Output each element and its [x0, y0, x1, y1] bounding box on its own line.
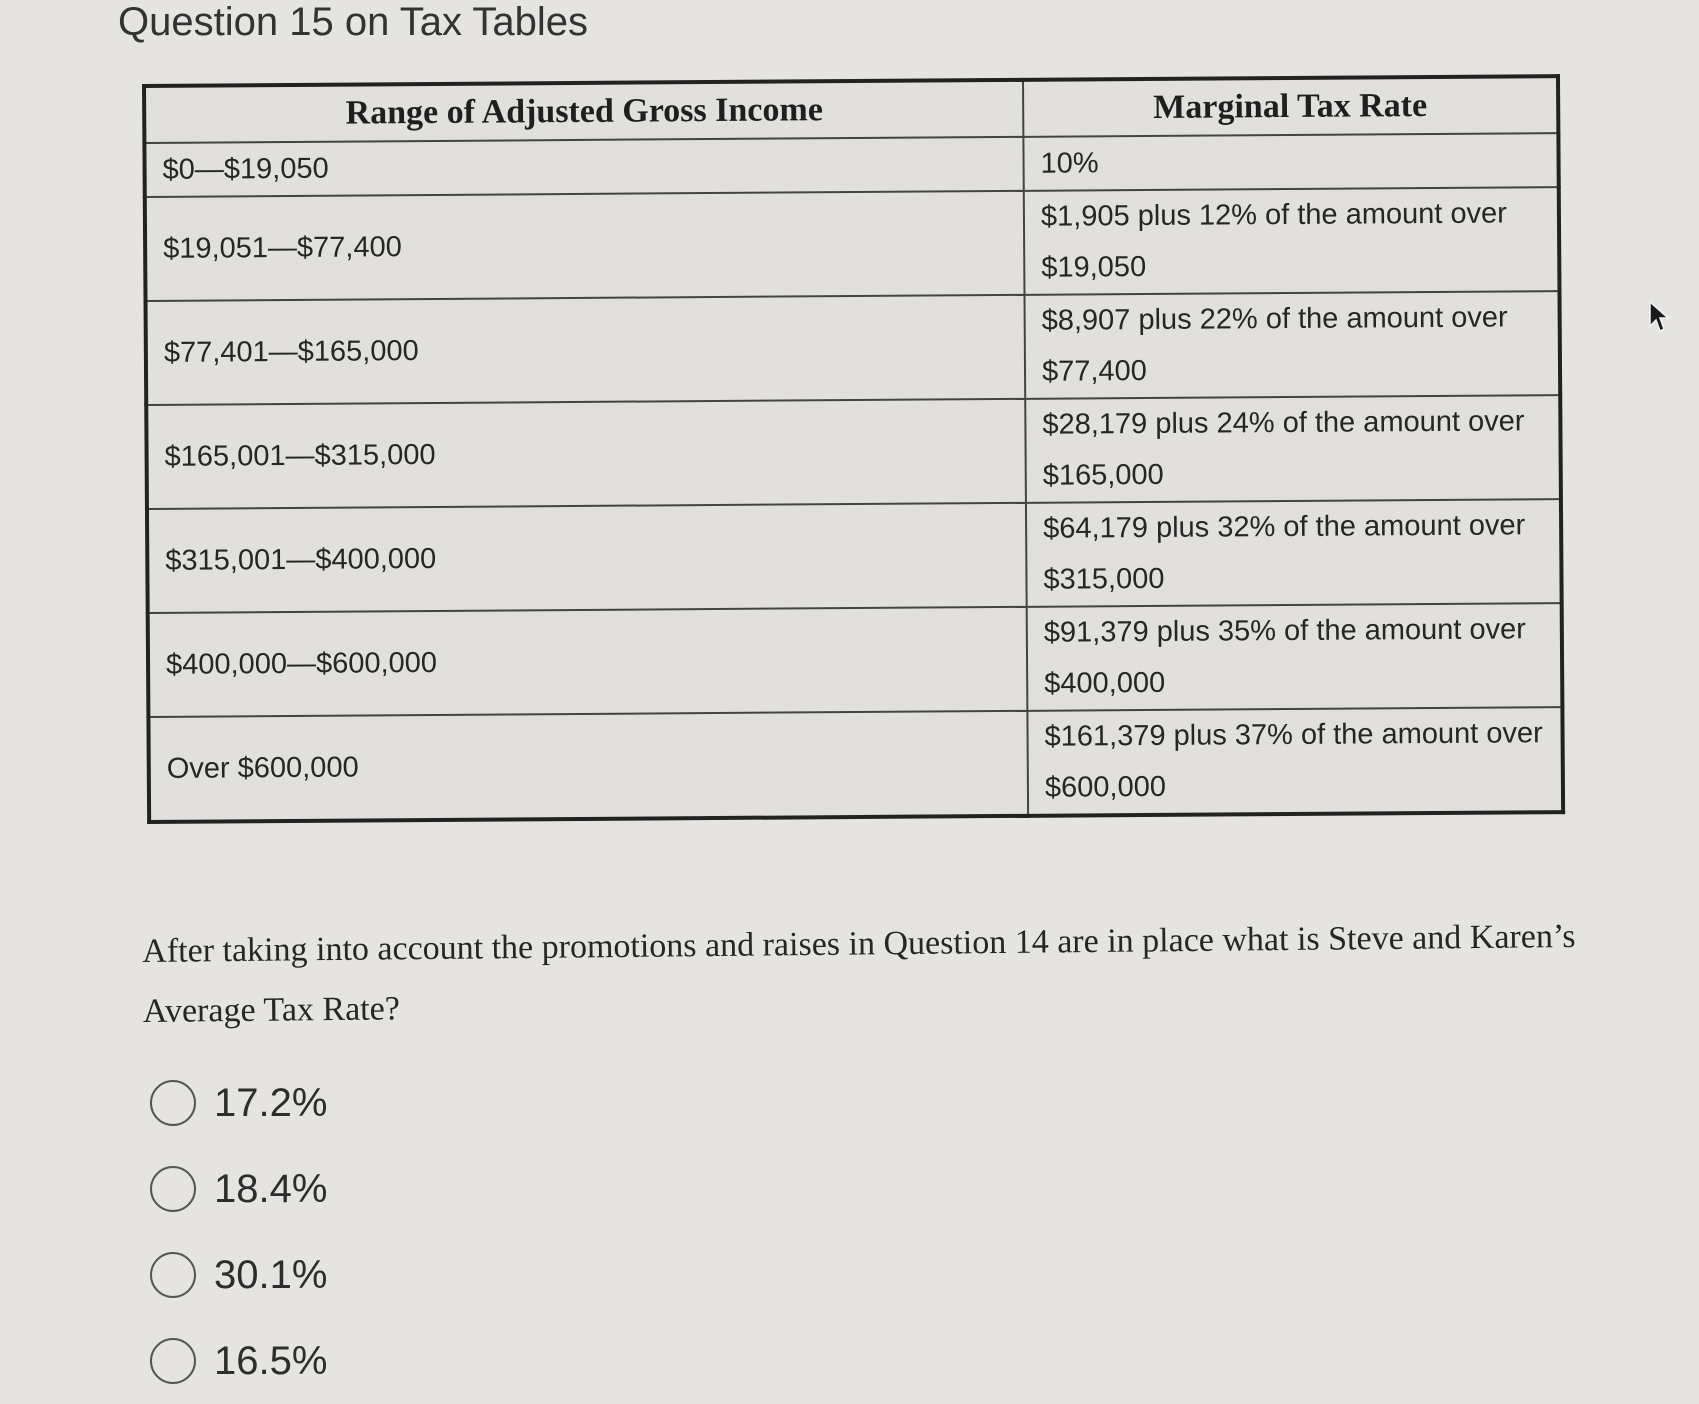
- rate-cell: $8,907 plus 22% of the amount over $77,400: [1024, 291, 1560, 399]
- range-cell: $19,051—$77,400: [145, 191, 1025, 301]
- rate-cell: $64,179 plus 32% of the amount over $315,000: [1026, 499, 1562, 607]
- rate-cell: $161,379 plus 37% of the amount over $600,000: [1027, 707, 1563, 816]
- rate-cell: $91,379 plus 35% of the amount over $400,000: [1027, 603, 1563, 711]
- option-label: 18.4%: [214, 1166, 328, 1211]
- mouse-pointer-icon: [1648, 300, 1672, 334]
- table-row: [144, 133, 1558, 197]
- rate-cell: $28,179 plus 24% of the amount over $165,000: [1025, 395, 1561, 503]
- range-cell: $400,000—$600,000: [148, 607, 1028, 717]
- header-rate: Marginal Tax Rate: [1023, 76, 1558, 137]
- radio-button[interactable]: [150, 1080, 196, 1126]
- answer-option[interactable]: [150, 1232, 327, 1318]
- page-title: Question 15 on Tax Tables: [118, 0, 588, 44]
- table-row: [145, 187, 1560, 301]
- header-range: Range of Adjusted Gross Income: [144, 80, 1023, 143]
- answer-option[interactable]: [150, 1146, 327, 1232]
- range-cell: $77,401—$165,000: [146, 295, 1026, 405]
- table-row: [147, 499, 1562, 613]
- table-row: [148, 707, 1563, 822]
- table-row: [146, 291, 1561, 405]
- range-cell: Over $600,000: [148, 711, 1028, 822]
- option-label: 16.5%: [214, 1338, 328, 1383]
- table-row: [148, 603, 1563, 717]
- radio-button[interactable]: [150, 1252, 196, 1298]
- answer-option[interactable]: [150, 1318, 327, 1404]
- rate-cell: $1,905 plus 12% of the amount over $19,050: [1024, 187, 1560, 295]
- tax-table: [142, 74, 1565, 824]
- question-text: After taking into account the promotions and raises in Question 14 are in place what is Steve and Karen’s Average Tax Rate?: [142, 917, 1576, 1030]
- radio-button[interactable]: [150, 1338, 196, 1384]
- answer-options: [150, 1060, 327, 1404]
- option-label: 30.1%: [214, 1252, 328, 1297]
- range-cell: $315,001—$400,000: [147, 503, 1027, 613]
- answer-option[interactable]: [150, 1060, 327, 1146]
- range-cell: $0—$19,050: [144, 137, 1023, 197]
- tax-table-container: [142, 74, 1565, 824]
- radio-button[interactable]: [150, 1166, 196, 1212]
- table-header-row: [144, 76, 1558, 143]
- option-label: 17.2%: [214, 1080, 328, 1125]
- range-cell: $165,001—$315,000: [146, 399, 1026, 509]
- rate-cell: 10%: [1023, 133, 1558, 191]
- table-row: [146, 395, 1561, 509]
